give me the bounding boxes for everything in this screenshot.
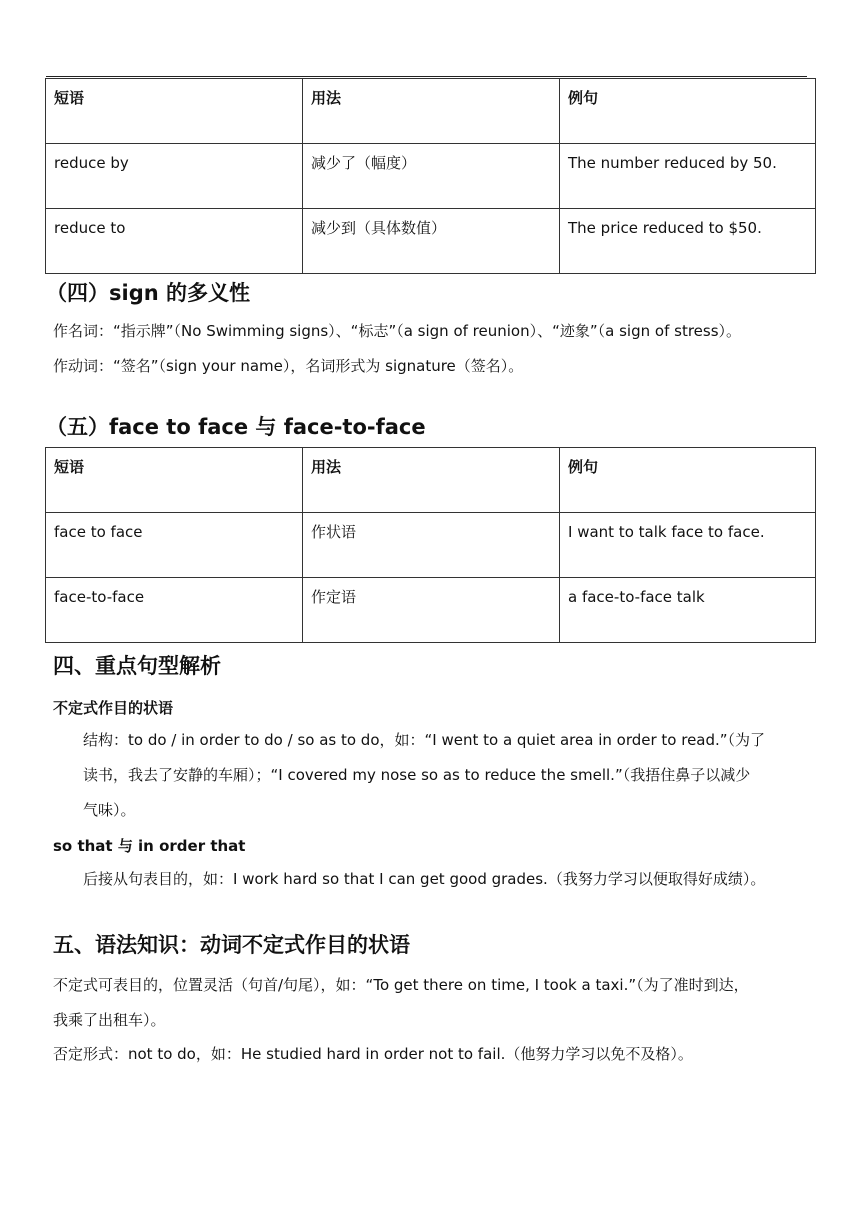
face-heading: （五）face to face 与 face-to-face xyxy=(46,415,426,439)
structure-line-3: 气味）。 xyxy=(83,801,136,819)
header-cell-usage: 用法 xyxy=(303,79,560,144)
so-that-line: 后接从句表目的，如：I work hard so that I can get good grades.（我努力学习以便取得好成绩）。 xyxy=(83,870,766,888)
structure-line-1: 结构：to do / in order to do / so as to do，如：“I went to a quiet area in order to read.”（为了 xyxy=(83,731,766,749)
table-row xyxy=(46,513,816,578)
table-row xyxy=(46,578,816,643)
table-cell: I want to talk face to face. xyxy=(560,513,816,578)
structure-line-2: 读书，我去了安静的车厢）；“I covered my nose so as to reduce the smell.”（我捂住鼻子以减少 xyxy=(83,766,751,784)
sign-heading: （四）sign 的多义性 xyxy=(46,281,250,305)
table-cell: The price reduced to $50. xyxy=(560,209,816,274)
grammar-line-1: 不定式可表目的，位置灵活（句首/句尾），如：“To get there on time, I took a taxi.”（为了准时到达， xyxy=(53,976,749,994)
top-rule xyxy=(46,76,807,77)
header-cell-usage: 用法 xyxy=(303,448,560,513)
reduce-table xyxy=(45,78,816,274)
table-cell: face to face xyxy=(46,513,303,578)
table-cell: 作状语 xyxy=(303,513,560,578)
table-cell: reduce to xyxy=(46,209,303,274)
header-cell-phrase: 短语 xyxy=(46,79,303,144)
table-row xyxy=(46,209,816,274)
table-cell: 作定语 xyxy=(303,578,560,643)
grammar-heading: 五、语法知识：动词不定式作目的状语 xyxy=(53,933,410,957)
table-cell: 减少了（幅度） xyxy=(303,144,560,209)
header-cell-example: 例句 xyxy=(560,79,816,144)
header-cell-phrase: 短语 xyxy=(46,448,303,513)
table-header-row xyxy=(46,448,816,513)
table-header-row xyxy=(46,79,816,144)
table-cell: reduce by xyxy=(46,144,303,209)
table-cell: The number reduced by 50. xyxy=(560,144,816,209)
key-sentences-heading: 四、重点句型解析 xyxy=(53,654,221,678)
table-cell: 减少到（具体数值） xyxy=(303,209,560,274)
so-that-subheading: so that 与 in order that xyxy=(53,837,246,855)
sign-noun-line: 作名词：“指示牌”（No Swimming signs）、“标志”（a sign of reunion）、“迹象”（a sign of stress）。 xyxy=(53,322,742,340)
table-row xyxy=(46,144,816,209)
table-cell: face-to-face xyxy=(46,578,303,643)
header-cell-example: 例句 xyxy=(560,448,816,513)
table-cell: a face-to-face talk xyxy=(560,578,816,643)
grammar-line-3: 否定形式：not to do，如：He studied hard in order not to fail.（他努力学习以免不及格）。 xyxy=(53,1045,693,1063)
infinitive-purpose-subheading: 不定式作目的状语 xyxy=(53,699,174,717)
grammar-line-2: 我乘了出租车）。 xyxy=(53,1011,166,1029)
face-table xyxy=(45,447,816,643)
sign-verb-line: 作动词：“签名”（sign your name），名词形式为 signature（签名）。 xyxy=(53,357,524,375)
